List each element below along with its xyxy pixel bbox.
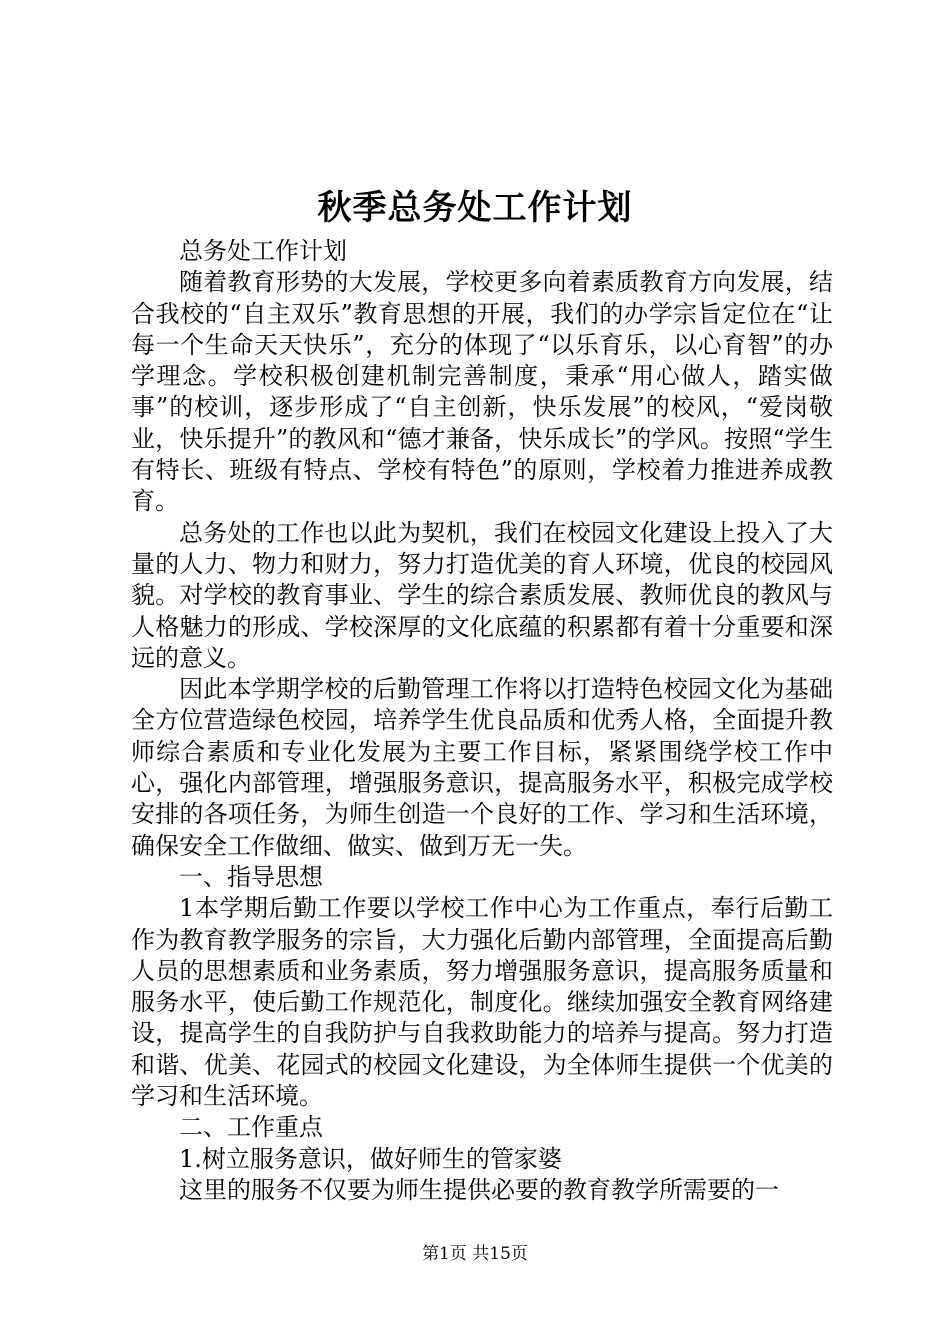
page-number-footer: 第1页 共15页 (422, 1244, 528, 1264)
paragraph-intro: 随着教育形势的大发展，学校更多向着素质教育方向发展，结合我校的“自主双乐”教育思想的开展，我们的办学宗旨定位在“让每一个生命天天快乐”，充分的体现了“以乐育乐，以心育智”的办学理念。学校积极创建机制完善制度，秉承“用心做人，踏实做事”的校训，逐步形成了“自主创新，快乐发展”的校风，“爱岗敬业，快乐提升”的教风和“德才兼备，快乐成长”的学风。按照“学生有特长、班级有特点、学校有特色”的原则，学校着力推进养成教育。 (131, 268, 833, 516)
paragraph-service: 这里的服务不仅要为师生提供必要的教育教学所需要的一 (179, 1175, 779, 1204)
paragraph-goals: 因此本学期学校的后勤管理工作将以打造特色校园文化为基础全方位营造绿色校园，培养学生优良品质和优秀人格，全面提升教师综合素质和专业化发展为主要工作目标，紧紧围绕学校工作中心，强化内部管理，增强服务意识，提高服务水平，积极完成学校安排的各项任务，为师生创造一个良好的工作、学习和生活环境，确保安全工作做细、做实、做到万无一失。 (131, 675, 833, 860)
paragraph-subtitle: 总务处工作计划 (179, 237, 347, 265)
document-body (131, 236, 833, 1206)
paragraph-culture: 总务处的工作也以此为契机，我们在校园文化建设上投入了大量的人力、物力和财力，努力打造优美的育人环境，优良的校园风貌。对学校的教育事业、学生的综合素质发展、教师优良的教风与人格魅力的形成、学校深厚的文化底蕴的积累都有着十分重要和深远的意义。 (131, 518, 833, 672)
document-title: 秋季总务处工作计划 (317, 188, 633, 228)
subheading-service-awareness: 1.树立服务意识，做好师生的管家婆 (179, 1144, 562, 1173)
section-heading-guiding-thought: 一、指导思想 (179, 862, 323, 891)
paragraph-guiding-thought: 1本学期后勤工作要以学校工作中心为工作重点，奉行后勤工作为教育教学服务的宗旨，大力强化后勤内部管理，全面提高后勤人员的思想素质和业务素质，努力增强服务意识，提高服务质量和服务水平，使后勤工作规范化，制度化。继续加强安全教育网络建设，提高学生的自我防护与自我救助能力的培养与提高。努力打造和谐、优美、花园式的校园文化建设，为全体师生提供一个优美的学习和生活环境。 (131, 894, 833, 1111)
section-heading-work-focus: 二、工作重点 (179, 1113, 323, 1142)
